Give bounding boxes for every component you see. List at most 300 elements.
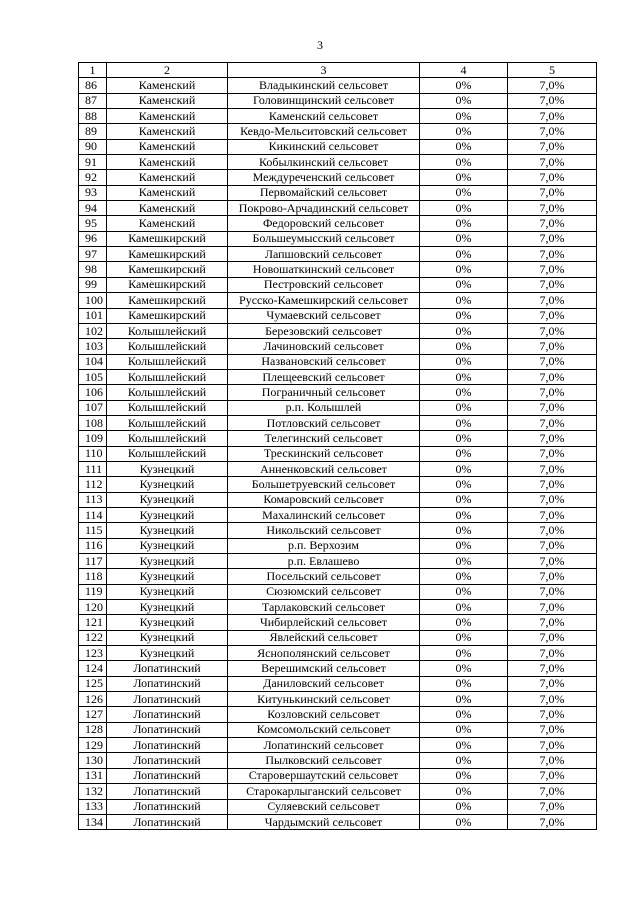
rate-b-cell: 7,0%: [508, 400, 597, 415]
table-row: [79, 569, 597, 584]
row-number-cell: 91: [79, 155, 107, 170]
rate-a-cell: 0%: [420, 600, 508, 615]
table-row: [79, 216, 597, 231]
rate-b-cell: 7,0%: [508, 78, 597, 93]
settlement-cell: Кевдо-Мельситовский сельсовет: [228, 124, 420, 139]
district-cell: Колышлейский: [107, 400, 228, 415]
table-row: [79, 676, 597, 691]
row-number-cell: 96: [79, 231, 107, 246]
settlement-cell: Чибирлейский сельсовет: [228, 615, 420, 630]
row-number-cell: 114: [79, 507, 107, 522]
row-number-cell: 112: [79, 477, 107, 492]
rate-a-cell: 0%: [420, 155, 508, 170]
table-row: [79, 446, 597, 461]
table-row: [79, 247, 597, 262]
district-cell: Кузнецкий: [107, 538, 228, 553]
rate-a-cell: 0%: [420, 569, 508, 584]
district-cell: Кузнецкий: [107, 646, 228, 661]
table-row: [79, 231, 597, 246]
settlement-cell: р.п. Колышлей: [228, 400, 420, 415]
table-row: [79, 799, 597, 814]
table-row: [79, 385, 597, 400]
rate-b-cell: 7,0%: [508, 155, 597, 170]
row-number-cell: 90: [79, 139, 107, 154]
district-cell: Колышлейский: [107, 431, 228, 446]
rate-b-cell: 7,0%: [508, 768, 597, 783]
settlement-cell: Посельский сельсовет: [228, 569, 420, 584]
row-number-cell: 108: [79, 415, 107, 430]
rate-a-cell: 0%: [420, 814, 508, 829]
row-number-cell: 89: [79, 124, 107, 139]
rate-a-cell: 0%: [420, 784, 508, 799]
settlement-cell: Каменский сельсовет: [228, 109, 420, 124]
table-row: [79, 477, 597, 492]
row-number-cell: 99: [79, 277, 107, 292]
settlement-cell: Суляевский сельсовет: [228, 799, 420, 814]
rate-b-cell: 7,0%: [508, 431, 597, 446]
rate-b-cell: 7,0%: [508, 170, 597, 185]
rate-b-cell: 7,0%: [508, 415, 597, 430]
table-row: [79, 507, 597, 522]
district-cell: Лопатинский: [107, 676, 228, 691]
rate-a-cell: 0%: [420, 722, 508, 737]
district-cell: Кузнецкий: [107, 630, 228, 645]
row-number-cell: 133: [79, 799, 107, 814]
rate-a-cell: 0%: [420, 799, 508, 814]
district-cell: Каменский: [107, 170, 228, 185]
rate-a-cell: 0%: [420, 431, 508, 446]
district-cell: Кузнецкий: [107, 477, 228, 492]
settlement-cell: Березовский сельсовет: [228, 323, 420, 338]
rate-b-cell: 7,0%: [508, 707, 597, 722]
rate-a-cell: 0%: [420, 538, 508, 553]
district-cell: Каменский: [107, 109, 228, 124]
table-row: [79, 262, 597, 277]
district-cell: Колышлейский: [107, 446, 228, 461]
district-cell: Кузнецкий: [107, 600, 228, 615]
rate-b-cell: 7,0%: [508, 93, 597, 108]
rate-a-cell: 0%: [420, 554, 508, 569]
settlement-cell: Новошаткинский сельсовет: [228, 262, 420, 277]
row-number-cell: 116: [79, 538, 107, 553]
settlement-cell: Лапшовский сельсовет: [228, 247, 420, 262]
district-cell: Каменский: [107, 139, 228, 154]
rate-a-cell: 0%: [420, 661, 508, 676]
row-number-cell: 103: [79, 339, 107, 354]
rate-b-cell: 7,0%: [508, 584, 597, 599]
rate-b-cell: 7,0%: [508, 492, 597, 507]
district-cell: Лопатинский: [107, 753, 228, 768]
table-row: [79, 554, 597, 569]
rate-a-cell: 0%: [420, 308, 508, 323]
rate-b-cell: 7,0%: [508, 523, 597, 538]
district-cell: Лопатинский: [107, 814, 228, 829]
rate-a-cell: 0%: [420, 523, 508, 538]
row-number-cell: 111: [79, 461, 107, 476]
rate-a-cell: 0%: [420, 247, 508, 262]
row-number-cell: 94: [79, 201, 107, 216]
district-cell: Колышлейский: [107, 369, 228, 384]
table-row: [79, 293, 597, 308]
rate-b-cell: 7,0%: [508, 185, 597, 200]
district-cell: Колышлейский: [107, 415, 228, 430]
rate-b-cell: 7,0%: [508, 354, 597, 369]
settlement-cell: Махалинский сельсовет: [228, 507, 420, 522]
rate-a-cell: 0%: [420, 400, 508, 415]
row-number-cell: 86: [79, 78, 107, 93]
settlement-cell: Телегинский сельсовет: [228, 431, 420, 446]
district-cell: Камешкирский: [107, 247, 228, 262]
settlement-cell: Головинщинский сельсовет: [228, 93, 420, 108]
settlement-cell: Названовский сельсовет: [228, 354, 420, 369]
district-cell: Кузнецкий: [107, 461, 228, 476]
row-number-cell: 93: [79, 185, 107, 200]
data-table: [78, 62, 597, 830]
rate-a-cell: 0%: [420, 446, 508, 461]
settlement-cell: Кобылкинский сельсовет: [228, 155, 420, 170]
district-cell: Лопатинский: [107, 707, 228, 722]
settlement-cell: Старовершаутский сельсовет: [228, 768, 420, 783]
rate-a-cell: 0%: [420, 753, 508, 768]
rate-a-cell: 0%: [420, 768, 508, 783]
row-number-cell: 88: [79, 109, 107, 124]
table-row: [79, 692, 597, 707]
table-row: [79, 93, 597, 108]
rate-b-cell: 7,0%: [508, 262, 597, 277]
rate-b-cell: 7,0%: [508, 109, 597, 124]
settlement-cell: Большеумысский сельсовет: [228, 231, 420, 246]
row-number-cell: 109: [79, 431, 107, 446]
settlement-cell: Плещеевский сельсовет: [228, 369, 420, 384]
rate-b-cell: 7,0%: [508, 722, 597, 737]
district-cell: Каменский: [107, 201, 228, 216]
district-cell: Кузнецкий: [107, 523, 228, 538]
row-number-cell: 105: [79, 369, 107, 384]
row-number-cell: 123: [79, 646, 107, 661]
table-row: [79, 722, 597, 737]
settlement-cell: р.п. Евлашево: [228, 554, 420, 569]
settlement-cell: Потловский сельсовет: [228, 415, 420, 430]
district-cell: Лопатинский: [107, 661, 228, 676]
row-number-cell: 126: [79, 692, 107, 707]
table-row: [79, 431, 597, 446]
rate-a-cell: 0%: [420, 630, 508, 645]
settlement-cell: Пограничный сельсовет: [228, 385, 420, 400]
rate-a-cell: 0%: [420, 615, 508, 630]
rate-a-cell: 0%: [420, 216, 508, 231]
rate-a-cell: 0%: [420, 109, 508, 124]
table-row: [79, 814, 597, 829]
row-number-cell: 87: [79, 93, 107, 108]
table-row: [79, 784, 597, 799]
table-row: [79, 185, 597, 200]
district-cell: Камешкирский: [107, 308, 228, 323]
district-cell: Колышлейский: [107, 323, 228, 338]
page-number: 3: [317, 38, 323, 52]
rate-b-cell: 7,0%: [508, 646, 597, 661]
table-row: [79, 170, 597, 185]
row-number-cell: 121: [79, 615, 107, 630]
rate-a-cell: 0%: [420, 492, 508, 507]
settlement-cell: Кикинский сельсовет: [228, 139, 420, 154]
header-cell-3: 3: [228, 63, 420, 78]
row-number-cell: 124: [79, 661, 107, 676]
table-row: [79, 753, 597, 768]
rate-b-cell: 7,0%: [508, 692, 597, 707]
rate-a-cell: 0%: [420, 170, 508, 185]
district-cell: Кузнецкий: [107, 507, 228, 522]
settlement-cell: Старокарлыганский сельсовет: [228, 784, 420, 799]
rate-a-cell: 0%: [420, 339, 508, 354]
rate-b-cell: 7,0%: [508, 630, 597, 645]
rate-a-cell: 0%: [420, 507, 508, 522]
settlement-cell: Комаровский сельсовет: [228, 492, 420, 507]
settlement-cell: Тарлаковский сельсовет: [228, 600, 420, 615]
rate-a-cell: 0%: [420, 139, 508, 154]
settlement-cell: Чумаевский сельсовет: [228, 308, 420, 323]
row-number-cell: 130: [79, 753, 107, 768]
rate-a-cell: 0%: [420, 93, 508, 108]
settlement-cell: Трескинский сельсовет: [228, 446, 420, 461]
table-row: [79, 600, 597, 615]
table-row: [79, 738, 597, 753]
settlement-cell: Лопатинский сельсовет: [228, 738, 420, 753]
settlement-cell: Яснополянский сельсовет: [228, 646, 420, 661]
district-cell: Колышлейский: [107, 354, 228, 369]
district-cell: Лопатинский: [107, 738, 228, 753]
rate-b-cell: 7,0%: [508, 461, 597, 476]
table-row: [79, 646, 597, 661]
district-cell: Лопатинский: [107, 692, 228, 707]
settlement-cell: Покрово-Арчадинский сельсовет: [228, 201, 420, 216]
settlement-cell: р.п. Верхозим: [228, 538, 420, 553]
row-number-cell: 125: [79, 676, 107, 691]
district-cell: Кузнецкий: [107, 584, 228, 599]
row-number-cell: 117: [79, 554, 107, 569]
district-cell: Кузнецкий: [107, 492, 228, 507]
rate-a-cell: 0%: [420, 584, 508, 599]
district-cell: Кузнецкий: [107, 569, 228, 584]
row-number-cell: 98: [79, 262, 107, 277]
row-number-cell: 128: [79, 722, 107, 737]
table-row: [79, 661, 597, 676]
rate-b-cell: 7,0%: [508, 369, 597, 384]
settlement-cell: Китунькинский сельсовет: [228, 692, 420, 707]
table-row: [79, 768, 597, 783]
district-cell: Камешкирский: [107, 277, 228, 292]
table-row: [79, 323, 597, 338]
rate-b-cell: 7,0%: [508, 569, 597, 584]
rate-b-cell: 7,0%: [508, 600, 597, 615]
rate-a-cell: 0%: [420, 201, 508, 216]
row-number-cell: 102: [79, 323, 107, 338]
table-header-row: [79, 63, 597, 78]
rate-a-cell: 0%: [420, 354, 508, 369]
rate-b-cell: 7,0%: [508, 247, 597, 262]
rate-a-cell: 0%: [420, 461, 508, 476]
rate-b-cell: 7,0%: [508, 216, 597, 231]
rate-a-cell: 0%: [420, 738, 508, 753]
table-body: [79, 63, 597, 830]
table-row: [79, 339, 597, 354]
header-cell-1: 1: [79, 63, 107, 78]
district-cell: Камешкирский: [107, 293, 228, 308]
district-cell: Камешкирский: [107, 262, 228, 277]
table-row: [79, 139, 597, 154]
settlement-cell: Пестровский сельсовет: [228, 277, 420, 292]
row-number-cell: 118: [79, 569, 107, 584]
table-row: [79, 400, 597, 415]
table-row: [79, 492, 597, 507]
rate-a-cell: 0%: [420, 231, 508, 246]
settlement-cell: Первомайский сельсовет: [228, 185, 420, 200]
rate-a-cell: 0%: [420, 185, 508, 200]
table-row: [79, 277, 597, 292]
settlement-cell: Анненковский сельсовет: [228, 461, 420, 476]
row-number-cell: 101: [79, 308, 107, 323]
table-row: [79, 707, 597, 722]
rate-b-cell: 7,0%: [508, 308, 597, 323]
table-row: [79, 201, 597, 216]
district-cell: Кузнецкий: [107, 615, 228, 630]
settlement-cell: Козловский сельсовет: [228, 707, 420, 722]
settlement-cell: Верешимский сельсовет: [228, 661, 420, 676]
district-cell: Каменский: [107, 185, 228, 200]
rate-b-cell: 7,0%: [508, 201, 597, 216]
row-number-cell: 134: [79, 814, 107, 829]
district-cell: Каменский: [107, 216, 228, 231]
settlement-cell: Явлейский сельсовет: [228, 630, 420, 645]
header-cell-4: 4: [420, 63, 508, 78]
rate-a-cell: 0%: [420, 78, 508, 93]
district-cell: Колышлейский: [107, 385, 228, 400]
row-number-cell: 104: [79, 354, 107, 369]
rate-b-cell: 7,0%: [508, 538, 597, 553]
district-cell: Кузнецкий: [107, 554, 228, 569]
row-number-cell: 100: [79, 293, 107, 308]
row-number-cell: 131: [79, 768, 107, 783]
rate-b-cell: 7,0%: [508, 446, 597, 461]
settlement-cell: Федоровский сельсовет: [228, 216, 420, 231]
row-number-cell: 115: [79, 523, 107, 538]
district-cell: Колышлейский: [107, 339, 228, 354]
rate-a-cell: 0%: [420, 369, 508, 384]
row-number-cell: 110: [79, 446, 107, 461]
table-row: [79, 523, 597, 538]
table-row: [79, 109, 597, 124]
settlement-cell: Сюзюмский сельсовет: [228, 584, 420, 599]
table-row: [79, 308, 597, 323]
district-cell: Лопатинский: [107, 768, 228, 783]
rate-a-cell: 0%: [420, 415, 508, 430]
rate-a-cell: 0%: [420, 707, 508, 722]
settlement-cell: Даниловский сельсовет: [228, 676, 420, 691]
rate-b-cell: 7,0%: [508, 139, 597, 154]
district-cell: Лопатинский: [107, 799, 228, 814]
rate-b-cell: 7,0%: [508, 554, 597, 569]
rate-b-cell: 7,0%: [508, 784, 597, 799]
rate-b-cell: 7,0%: [508, 676, 597, 691]
row-number-cell: 132: [79, 784, 107, 799]
rate-a-cell: 0%: [420, 124, 508, 139]
settlement-cell: Комсомольский сельсовет: [228, 722, 420, 737]
rate-b-cell: 7,0%: [508, 738, 597, 753]
rate-b-cell: 7,0%: [508, 507, 597, 522]
table-row: [79, 461, 597, 476]
row-number-cell: 97: [79, 247, 107, 262]
rate-b-cell: 7,0%: [508, 293, 597, 308]
rate-b-cell: 7,0%: [508, 385, 597, 400]
table-row: [79, 615, 597, 630]
district-cell: Лопатинский: [107, 722, 228, 737]
rate-b-cell: 7,0%: [508, 477, 597, 492]
header-cell-5: 5: [508, 63, 597, 78]
settlement-cell: Никольский сельсовет: [228, 523, 420, 538]
table-row: [79, 630, 597, 645]
rate-a-cell: 0%: [420, 277, 508, 292]
settlement-cell: Владыкинский сельсовет: [228, 78, 420, 93]
rate-a-cell: 0%: [420, 692, 508, 707]
rate-a-cell: 0%: [420, 676, 508, 691]
rate-b-cell: 7,0%: [508, 814, 597, 829]
rate-a-cell: 0%: [420, 385, 508, 400]
table-row: [79, 78, 597, 93]
row-number-cell: 120: [79, 600, 107, 615]
table-row: [79, 415, 597, 430]
district-cell: Камешкирский: [107, 231, 228, 246]
rate-b-cell: 7,0%: [508, 339, 597, 354]
rate-a-cell: 0%: [420, 293, 508, 308]
row-number-cell: 113: [79, 492, 107, 507]
settlement-cell: Большетруевский сельсовет: [228, 477, 420, 492]
district-cell: Каменский: [107, 93, 228, 108]
row-number-cell: 122: [79, 630, 107, 645]
row-number-cell: 95: [79, 216, 107, 231]
header-cell-2: 2: [107, 63, 228, 78]
row-number-cell: 119: [79, 584, 107, 599]
table-row: [79, 369, 597, 384]
row-number-cell: 127: [79, 707, 107, 722]
table-row: [79, 354, 597, 369]
rate-b-cell: 7,0%: [508, 277, 597, 292]
rate-b-cell: 7,0%: [508, 753, 597, 768]
settlement-cell: Чардымский сельсовет: [228, 814, 420, 829]
row-number-cell: 129: [79, 738, 107, 753]
settlement-cell: Междуреченский сельсовет: [228, 170, 420, 185]
rate-b-cell: 7,0%: [508, 615, 597, 630]
rate-a-cell: 0%: [420, 646, 508, 661]
rate-b-cell: 7,0%: [508, 323, 597, 338]
table-row: [79, 584, 597, 599]
district-cell: Каменский: [107, 78, 228, 93]
settlement-cell: Лачиновский сельсовет: [228, 339, 420, 354]
rate-a-cell: 0%: [420, 323, 508, 338]
rate-b-cell: 7,0%: [508, 124, 597, 139]
row-number-cell: 92: [79, 170, 107, 185]
district-cell: Каменский: [107, 155, 228, 170]
rate-b-cell: 7,0%: [508, 661, 597, 676]
district-cell: Каменский: [107, 124, 228, 139]
table-row: [79, 538, 597, 553]
table-row: [79, 155, 597, 170]
settlement-cell: Русско-Камешкирский сельсовет: [228, 293, 420, 308]
rate-b-cell: 7,0%: [508, 231, 597, 246]
row-number-cell: 107: [79, 400, 107, 415]
district-cell: Лопатинский: [107, 784, 228, 799]
table-row: [79, 124, 597, 139]
settlement-cell: Пылковский сельсовет: [228, 753, 420, 768]
rate-a-cell: 0%: [420, 477, 508, 492]
